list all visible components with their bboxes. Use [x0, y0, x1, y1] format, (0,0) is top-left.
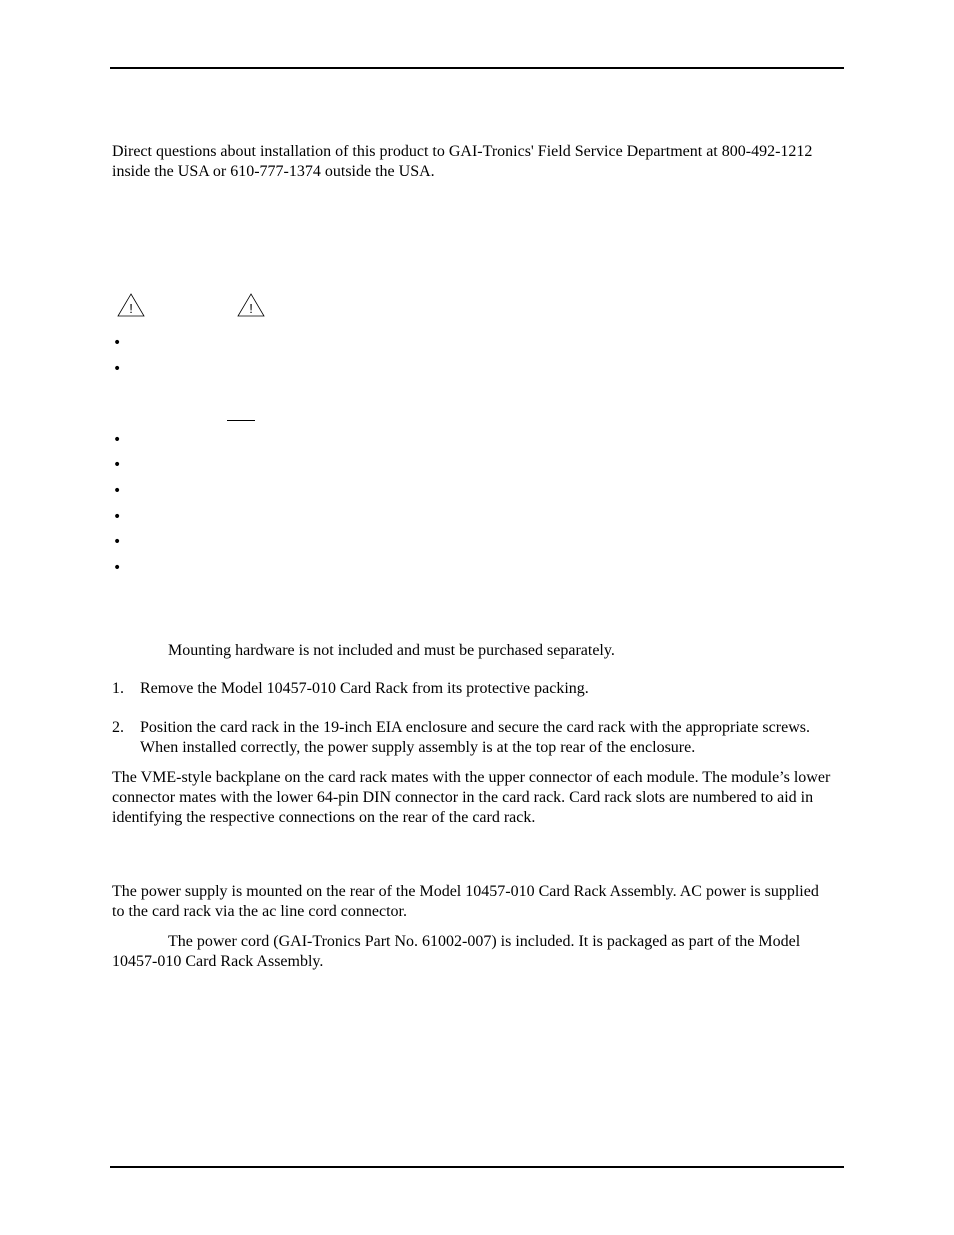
contact-paragraph: Direct questions about installation of this product to GAI-Tronics' Field Service Department at 800-492-1212 inside the USA or 610-777-1374 outside the USA.	[112, 143, 813, 180]
bullet: •	[113, 560, 122, 576]
warning-symbol: !	[129, 301, 133, 316]
warning-triangle-icon	[236, 292, 266, 318]
mounting-note: Mounting hardware is not included and must be purchased separately.	[168, 642, 615, 659]
power-paragraph: The power supply is mounted on the rear of the Model 10457-010 Card Rack Assembly. AC power is supplied to the card rack via the ac line cord connector.	[112, 883, 819, 920]
power-cord-note: The power cord (GAI-Tronics Part No. 61002-007) is included. It is packaged as part of the Model 10457-010 Card Rack Assembly.	[112, 933, 801, 970]
bullet: •	[113, 432, 122, 448]
bullet: •	[113, 509, 122, 525]
step-text: Position the card rack in the 19-inch EIA enclosure and secure the card rack with the appropriate screws. When installed correctly, the power supply assembly is at the top rear of the enclosure.	[140, 719, 810, 756]
backplane-paragraph: The VME-style backplane on the card rack mates with the upper connector of each module. The module’s lower connector mates with the lower 64-pin DIN connector in the card rack. Card rack slots are numbered to aid in identifying the respective connections on the rear of the card rack.	[112, 769, 831, 826]
bullet: •	[113, 483, 122, 499]
underline-mark	[227, 420, 255, 421]
bullet: •	[113, 457, 122, 473]
step-number: 1.	[112, 680, 124, 697]
bullet: •	[113, 534, 122, 550]
header-rule	[110, 67, 844, 69]
step-text: Remove the Model 10457-010 Card Rack from its protective packing.	[140, 680, 589, 697]
step-number: 2.	[112, 719, 124, 736]
warning-symbol: !	[249, 301, 253, 316]
warning-triangle-icon	[116, 292, 146, 318]
bullet: •	[113, 335, 122, 351]
footer-rule	[110, 1166, 844, 1168]
bullet: •	[113, 361, 122, 377]
